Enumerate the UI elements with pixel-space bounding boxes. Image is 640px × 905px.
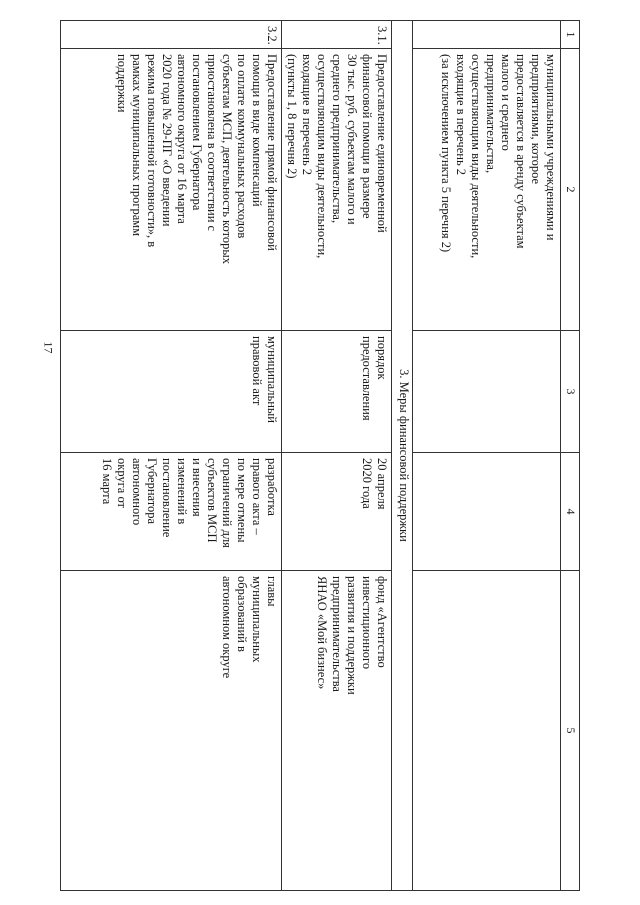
- text-line: и внесения: [189, 458, 204, 517]
- table-row: [281, 21, 391, 891]
- text-line: Предоставление единовременной: [374, 54, 389, 233]
- page-number: 17: [41, 341, 56, 354]
- text-line: входящие в перечень 2: [299, 54, 314, 176]
- text-line: помощи в виде компенсаций: [249, 54, 264, 207]
- text-line: Губернатора: [144, 458, 159, 525]
- text-line: 2020 года № 29-ПГ «О введении: [159, 54, 174, 227]
- deadline-cell: [413, 453, 561, 571]
- deadline-cell: [281, 453, 391, 571]
- header-row: [561, 21, 580, 891]
- text-line: малого и среднего: [499, 54, 513, 151]
- text-line: ЯНАО «Мой бизнес»: [314, 576, 329, 690]
- text-line: предпринимательства: [329, 576, 344, 692]
- num-cell: [413, 21, 561, 49]
- responsible-cell: [61, 571, 282, 891]
- description-cell: [61, 49, 282, 331]
- text-line: ограничений для: [219, 458, 234, 548]
- text-line: по мере отмены: [234, 458, 249, 543]
- description-cell: [281, 49, 391, 331]
- num-cell: 3.2.: [61, 21, 282, 49]
- header-cell: 2: [561, 49, 580, 331]
- text-line: автономного: [129, 458, 144, 526]
- text-line: постановлением Губернатора: [189, 54, 204, 211]
- text-line: инвестиционного: [359, 576, 374, 670]
- text-line: (пункты 1, 8 перечня 2): [284, 54, 299, 179]
- text-line: развития и поддержки: [344, 576, 359, 695]
- text-line: фонд «Агентство: [374, 576, 389, 668]
- text-line: осуществляющим виды деятельности,: [314, 54, 329, 259]
- section-row: [391, 21, 412, 891]
- header-cell: 5: [561, 571, 580, 891]
- description-cell: [413, 49, 561, 331]
- text-line: среднего предпринимательства,: [329, 54, 344, 224]
- text-line: предпринимательства,: [484, 54, 498, 174]
- text-line: предоставляется в аренду субъектам: [514, 54, 528, 249]
- text-line: Предоставление прямой финансовой: [264, 54, 279, 251]
- text-line: режима повышенной готовности», в: [144, 54, 159, 248]
- order-cell: муниципальный правовой акт: [61, 331, 282, 453]
- table-row: [61, 21, 282, 891]
- text-line: автономном округе: [219, 576, 234, 679]
- text-line: 2020 года: [359, 458, 374, 509]
- text-line: 30 тыс. руб. субъектам малого и: [344, 54, 359, 225]
- text-line: субъектов МСП: [204, 458, 219, 543]
- num-cell: 3.1.: [281, 21, 391, 49]
- text-line: муниципальными учреждениями и: [544, 54, 558, 241]
- text-line: приостановлена в соответствии с: [204, 54, 219, 232]
- continuation-row: [413, 21, 561, 891]
- text-line: (за исключением пункта 5 перечня 2): [439, 54, 453, 253]
- text-line: осуществляющим виды деятельности,: [469, 54, 483, 259]
- text-line: главы: [264, 576, 279, 607]
- text-line: 16 марта: [99, 458, 114, 505]
- header-cell: 1: [561, 21, 580, 49]
- deadline-cell: [61, 453, 282, 571]
- text-line: субъектам МСП, деятельность которых: [219, 54, 234, 265]
- section-title: 3. Меры финансовой поддержки: [391, 21, 412, 891]
- header-cell: 4: [561, 453, 580, 571]
- text-line: автономного округа от 16 марта: [174, 54, 189, 224]
- text-line: по оплате коммунальных расходов: [234, 54, 249, 239]
- text-line: входящие в перечень 2: [454, 54, 468, 176]
- text-line: изменений в: [174, 458, 189, 525]
- text-line: поддержки: [114, 54, 129, 113]
- text-line: образований в: [234, 576, 249, 652]
- text-line: 20 апреля: [374, 458, 389, 510]
- header-cell: 3: [561, 331, 580, 453]
- text-line: рамках муниципальных программ: [129, 54, 144, 237]
- text-line: округа от: [114, 458, 129, 509]
- responsible-cell: [413, 571, 561, 891]
- text-line: правого акта –: [249, 458, 264, 535]
- text-line: предприятиями, которое: [529, 54, 543, 185]
- responsible-cell: [281, 571, 391, 891]
- order-cell: порядок предоставления: [281, 331, 391, 453]
- text-line: муниципальных: [249, 576, 264, 663]
- text-line: разработка: [264, 458, 279, 516]
- order-cell: [413, 331, 561, 453]
- text-line: финансовой помощи в размере: [359, 54, 374, 219]
- text-line: постановление: [159, 458, 174, 538]
- measures-table: [60, 20, 580, 891]
